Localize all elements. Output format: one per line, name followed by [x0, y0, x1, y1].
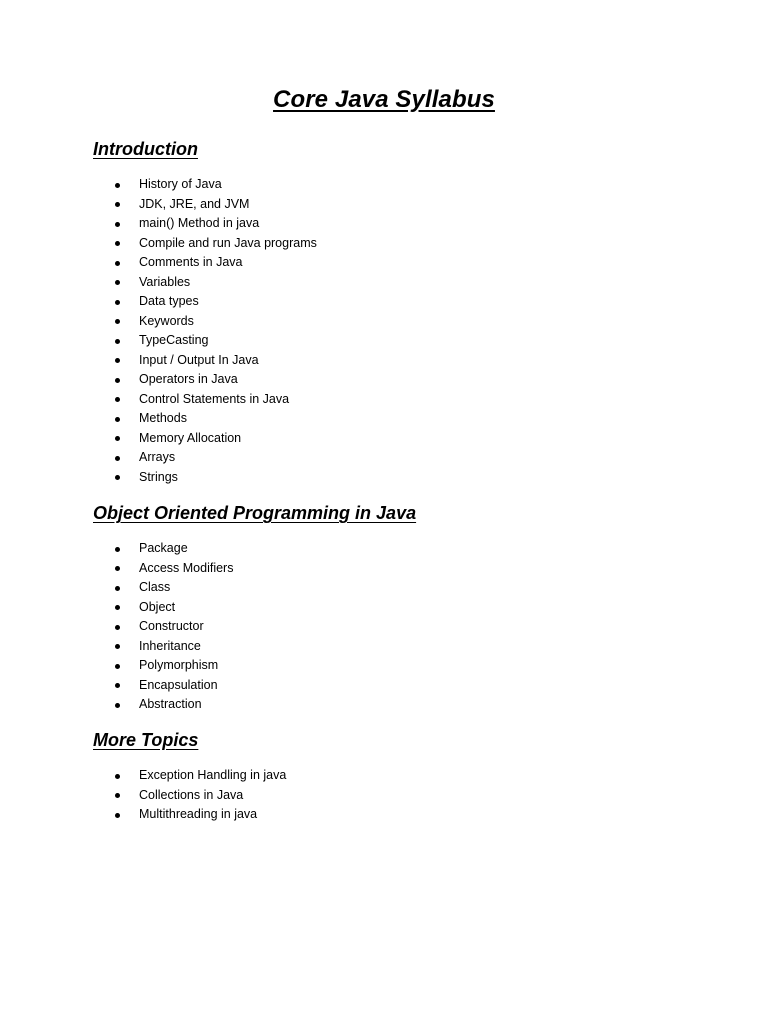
list-item-label: main() Method in java — [139, 216, 260, 230]
bullet-icon — [115, 358, 120, 363]
list-item-label: Class — [139, 580, 171, 594]
bullet-icon — [115, 339, 120, 344]
bullet-icon — [115, 566, 120, 571]
topic-list-introduction — [93, 175, 693, 487]
bullet-icon — [115, 417, 120, 422]
list-item — [93, 766, 693, 786]
list-item-label: Input / Output In Java — [139, 352, 259, 367]
list-item — [93, 598, 693, 618]
list-item-label: Control Statements in Java — [139, 391, 290, 406]
list-item — [93, 656, 693, 676]
bullet-icon — [115, 241, 120, 246]
section-oop — [93, 502, 693, 715]
list-item — [93, 331, 693, 351]
bullet-icon — [115, 774, 120, 779]
list-item-label: Abstraction — [139, 697, 202, 711]
list-item-label: Object — [139, 599, 176, 614]
list-item-label: Access Modifiers — [139, 560, 234, 575]
list-item — [93, 292, 693, 312]
bullet-icon — [115, 202, 120, 207]
topic-list-more-topics — [93, 766, 693, 825]
list-item — [93, 805, 693, 825]
topic-list-oop — [93, 539, 693, 715]
list-item-label: Methods — [139, 411, 187, 425]
bullet-icon — [115, 397, 120, 402]
list-item — [93, 786, 693, 806]
list-item — [93, 370, 693, 390]
list-item-label: Polymorphism — [139, 658, 219, 672]
list-item — [93, 312, 693, 332]
bullet-icon — [115, 300, 120, 305]
list-item — [93, 559, 693, 579]
list-item-label: Exception Handling in java — [139, 768, 287, 782]
list-item — [93, 676, 693, 696]
list-item — [93, 429, 693, 449]
list-item-label: Collections in Java — [139, 787, 244, 802]
list-item — [93, 637, 693, 657]
section-heading-more-topics: More Topics — [93, 730, 199, 750]
list-item-label: Keywords — [139, 313, 194, 328]
list-item — [93, 273, 693, 293]
list-item-label: Variables — [139, 274, 191, 289]
list-item-label: Encapsulation — [139, 677, 218, 692]
list-item — [93, 253, 693, 273]
list-item — [93, 351, 693, 371]
list-item — [93, 539, 693, 559]
bullet-icon — [115, 222, 120, 227]
bullet-icon — [115, 319, 120, 324]
list-item-label: Memory Allocation — [139, 430, 242, 445]
list-item — [93, 617, 693, 637]
list-item-label: TypeCasting — [139, 333, 209, 347]
bullet-icon — [115, 813, 120, 818]
list-item-label: Package — [139, 541, 188, 555]
list-item — [93, 234, 693, 254]
list-item — [93, 468, 693, 488]
bullet-icon — [115, 683, 120, 688]
list-item-label: JDK, JRE, and JVM — [139, 196, 250, 211]
list-item-label: Comments in Java — [139, 255, 243, 269]
list-item — [93, 214, 693, 234]
bullet-icon — [115, 664, 120, 669]
bullet-icon — [115, 793, 120, 798]
list-item-label: Compile and run Java programs — [139, 235, 317, 250]
bullet-icon — [115, 183, 120, 188]
list-item — [93, 195, 693, 215]
list-item — [93, 578, 693, 598]
bullet-icon — [115, 625, 120, 630]
list-item — [93, 390, 693, 410]
list-item-label: Operators in Java — [139, 372, 238, 386]
bullet-icon — [115, 605, 120, 610]
section-more-topics — [93, 729, 693, 825]
bullet-icon — [115, 436, 120, 441]
list-item-label: Multithreading in java — [139, 807, 258, 821]
list-item-label: Inheritance — [139, 638, 201, 653]
document-title: Core Java Syllabus — [273, 86, 495, 113]
bullet-icon — [115, 280, 120, 285]
bullet-icon — [115, 261, 120, 266]
list-item — [93, 448, 693, 468]
bullet-icon — [115, 644, 120, 649]
section-introduction — [93, 138, 693, 487]
list-item-label: Arrays — [139, 450, 176, 464]
list-item-label: Constructor — [139, 619, 204, 633]
bullet-icon — [115, 378, 120, 383]
bullet-icon — [115, 456, 120, 461]
bullet-icon — [115, 703, 120, 708]
bullet-icon — [115, 475, 120, 480]
list-item-label: Data types — [139, 294, 199, 308]
section-heading-oop: Object Oriented Programming in Java — [93, 503, 417, 523]
list-item — [93, 175, 693, 195]
bullet-icon — [115, 547, 120, 552]
list-item — [93, 409, 693, 429]
list-item-label: Strings — [139, 469, 178, 484]
list-item — [93, 695, 693, 715]
list-item-label: History of Java — [139, 177, 222, 191]
bullet-icon — [115, 586, 120, 591]
section-heading-introduction: Introduction — [93, 139, 198, 159]
